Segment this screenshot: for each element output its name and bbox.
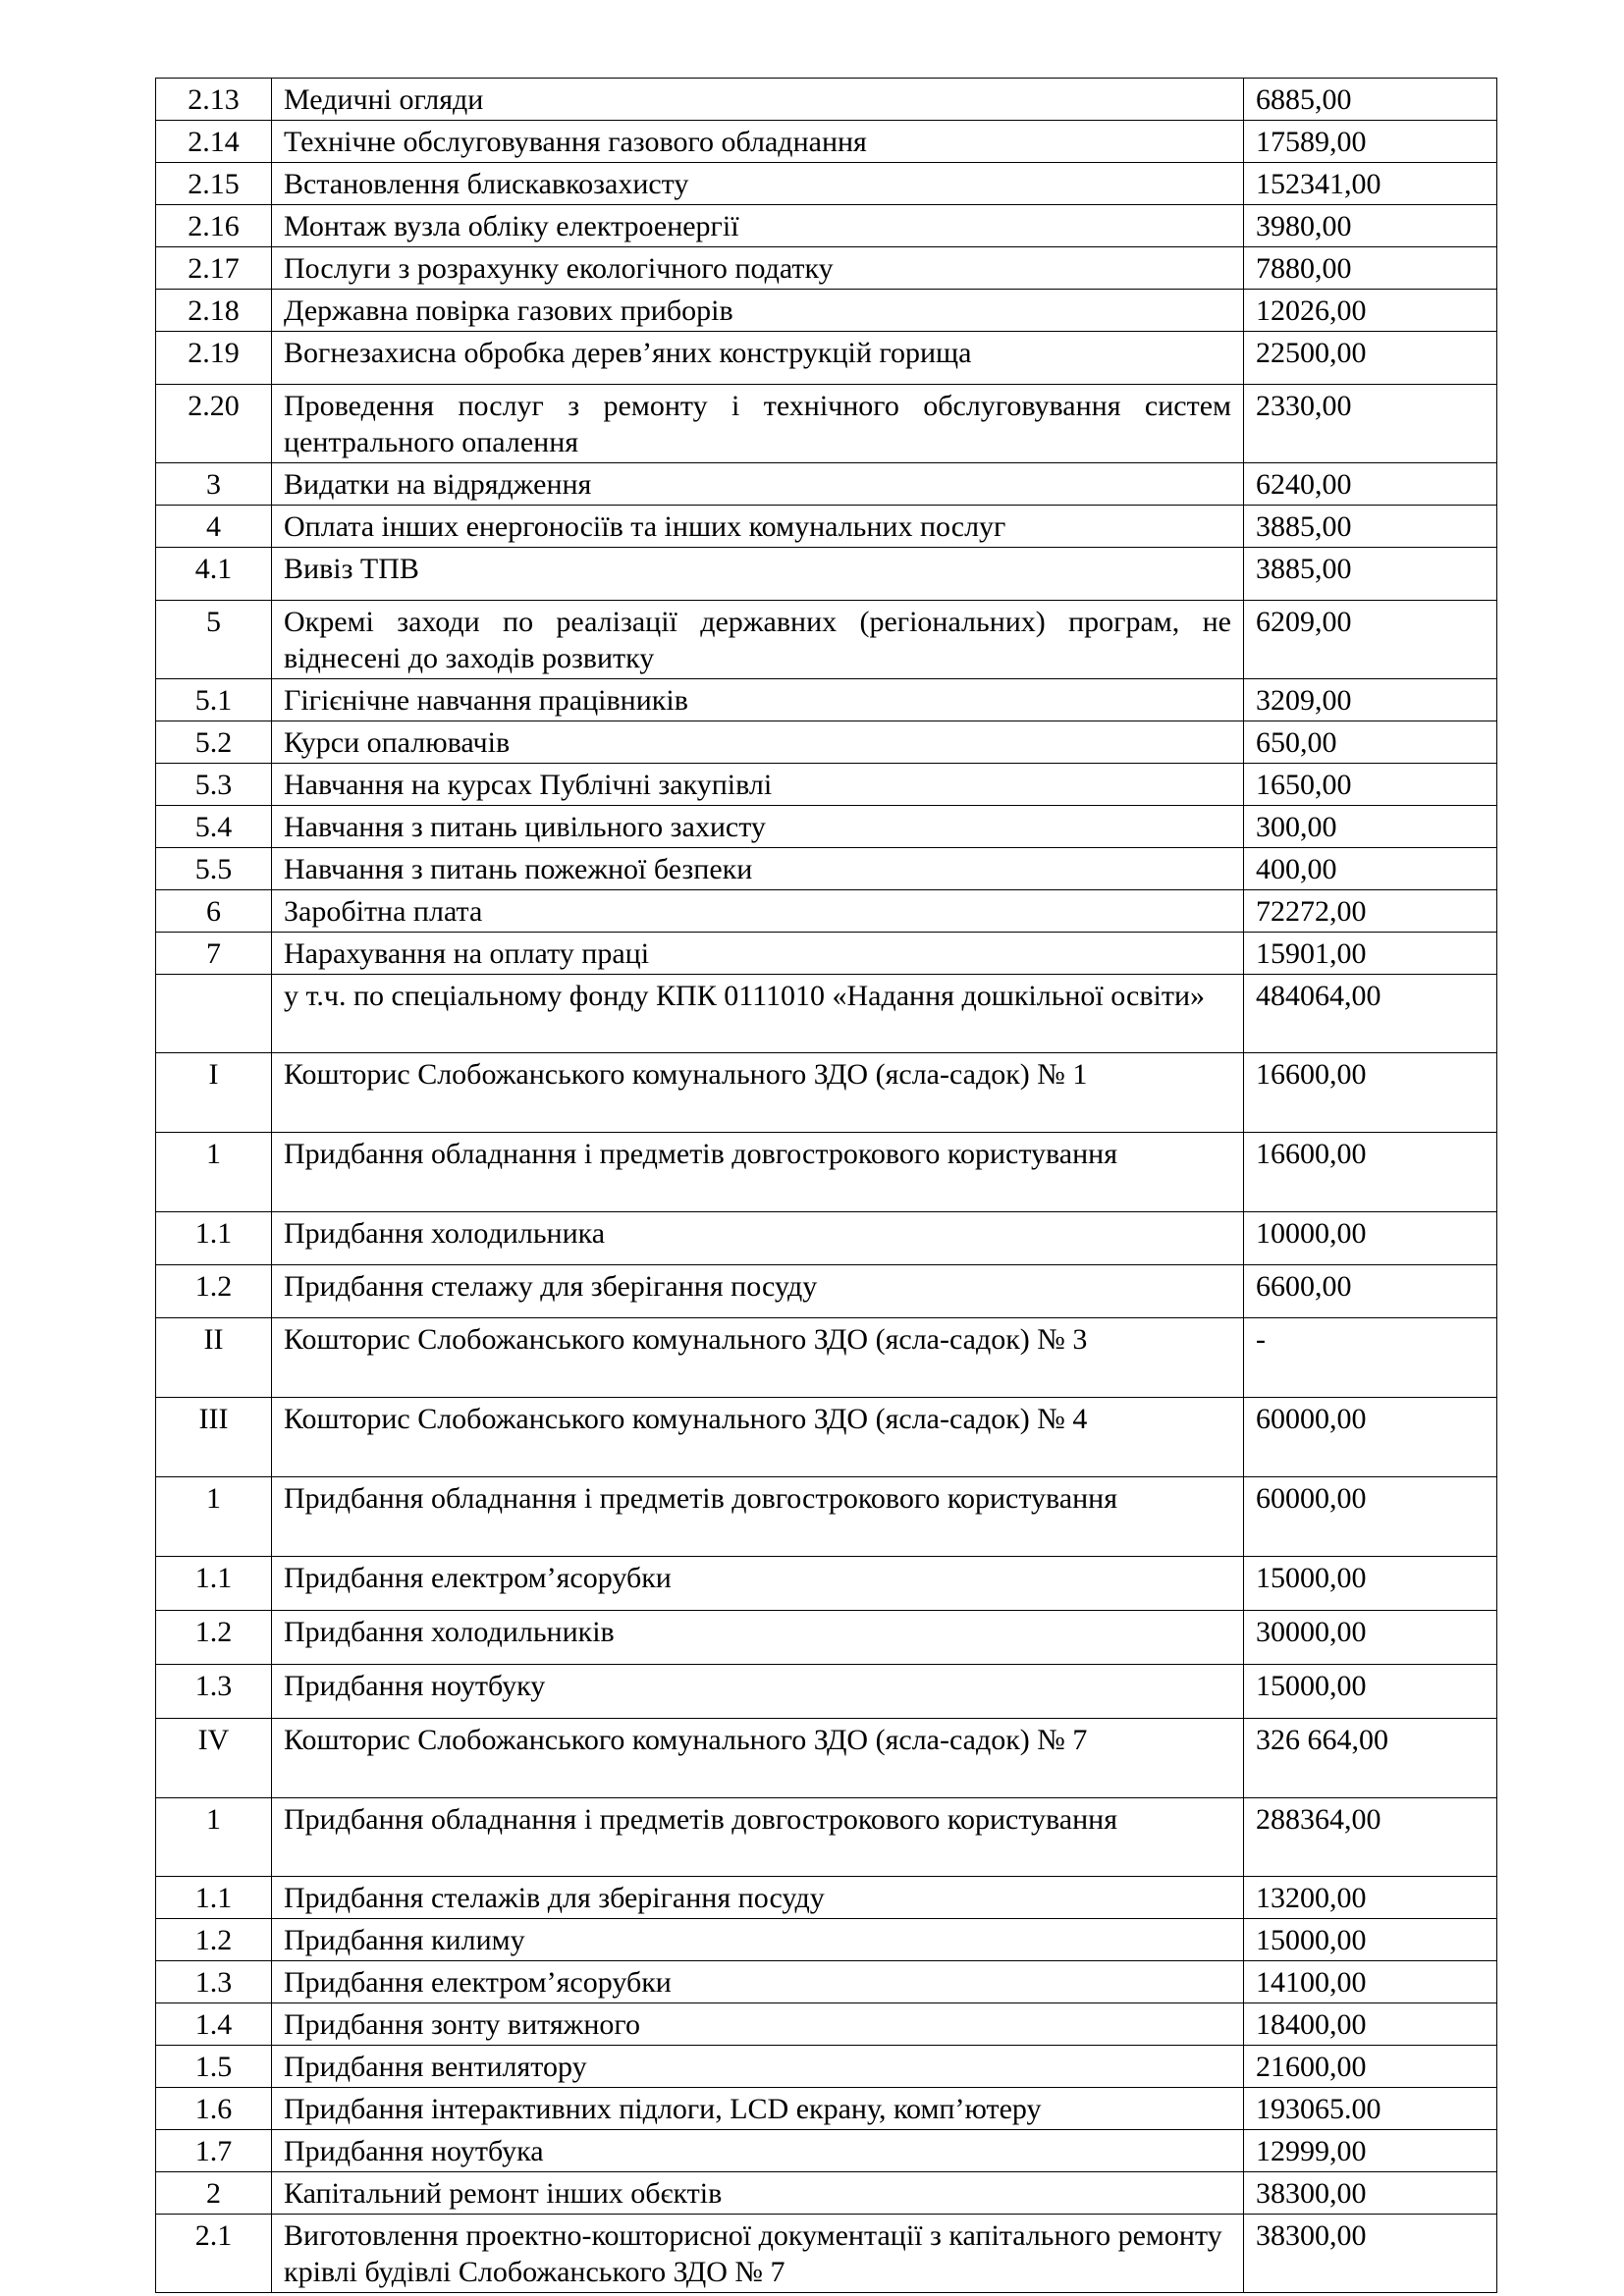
row-amount: 12999,00 xyxy=(1244,2130,1497,2172)
table-row xyxy=(156,1133,1497,1212)
row-description: Придбання обладнання і предметів довгострокового користування xyxy=(272,1477,1244,1557)
table-row xyxy=(156,506,1497,548)
row-amount: - xyxy=(1244,1318,1497,1398)
row-description: Навчання з питань пожежної безпеки xyxy=(272,848,1244,890)
row-amount: 72272,00 xyxy=(1244,890,1497,933)
row-amount: 22500,00 xyxy=(1244,332,1497,385)
table-row xyxy=(156,463,1497,506)
row-amount: 1650,00 xyxy=(1244,764,1497,806)
row-amount: 15901,00 xyxy=(1244,933,1497,975)
row-amount: 6240,00 xyxy=(1244,463,1497,506)
row-description: Виготовлення проектно-кошторисної документації з капітального ремонту крівлі будівлі Слобожанського ЗДО № 7 xyxy=(272,2215,1244,2293)
table-row xyxy=(156,1798,1497,1877)
row-description: Технічне обслуговування газового обладнання xyxy=(272,121,1244,163)
table-row xyxy=(156,1919,1497,1961)
table-row xyxy=(156,290,1497,332)
row-description: Проведення послуг з ремонту і технічного обслуговування систем центрального опалення xyxy=(272,385,1244,463)
row-amount: 15000,00 xyxy=(1244,1665,1497,1719)
row-amount: 13200,00 xyxy=(1244,1877,1497,1919)
table-row xyxy=(156,1212,1497,1265)
table-row xyxy=(156,848,1497,890)
table-row xyxy=(156,1398,1497,1477)
row-number: I xyxy=(156,1053,272,1133)
row-number: 2.14 xyxy=(156,121,272,163)
row-number: 7 xyxy=(156,933,272,975)
row-description: Вивіз ТПВ xyxy=(272,548,1244,601)
row-number: 1.2 xyxy=(156,1265,272,1318)
row-description: Придбання електром’ясорубки xyxy=(272,1557,1244,1611)
table-row xyxy=(156,1877,1497,1919)
row-description: Навчання на курсах Публічні закупівлі xyxy=(272,764,1244,806)
table-row xyxy=(156,679,1497,721)
row-number: 1.2 xyxy=(156,1611,272,1665)
row-amount: 10000,00 xyxy=(1244,1212,1497,1265)
row-description: Послуги з розрахунку екологічного податку xyxy=(272,247,1244,290)
row-description: Придбання стелажу для зберігання посуду xyxy=(272,1265,1244,1318)
table-row xyxy=(156,806,1497,848)
row-description: Видатки на відрядження xyxy=(272,463,1244,506)
row-number: 2.19 xyxy=(156,332,272,385)
row-amount: 484064,00 xyxy=(1244,975,1497,1053)
row-number: 1.1 xyxy=(156,1877,272,1919)
row-description: Заробітна плата xyxy=(272,890,1244,933)
table-row xyxy=(156,2130,1497,2172)
row-amount: 3980,00 xyxy=(1244,205,1497,247)
row-number: 1 xyxy=(156,1133,272,1212)
row-number: 2.20 xyxy=(156,385,272,463)
row-number: 2.13 xyxy=(156,79,272,121)
row-amount: 15000,00 xyxy=(1244,1919,1497,1961)
row-number: 5.2 xyxy=(156,721,272,764)
row-amount: 2330,00 xyxy=(1244,385,1497,463)
row-description: Придбання вентилятору xyxy=(272,2046,1244,2088)
row-number: 6 xyxy=(156,890,272,933)
table-row xyxy=(156,121,1497,163)
row-description: Вогнезахисна обробка дерев’яних конструкцій горища xyxy=(272,332,1244,385)
row-description: Придбання ноутбуку xyxy=(272,1665,1244,1719)
row-number: 5 xyxy=(156,601,272,679)
row-description: Курси опалювачів xyxy=(272,721,1244,764)
row-description: Придбання електром’ясорубки xyxy=(272,1961,1244,2003)
row-number: 4 xyxy=(156,506,272,548)
row-description: Придбання обладнання і предметів довгострокового користування xyxy=(272,1798,1244,1877)
row-number: 5.1 xyxy=(156,679,272,721)
table-row xyxy=(156,385,1497,463)
row-amount: 400,00 xyxy=(1244,848,1497,890)
row-number: 2.1 xyxy=(156,2215,272,2293)
row-description: Державна повірка газових приборів xyxy=(272,290,1244,332)
row-amount: 60000,00 xyxy=(1244,1398,1497,1477)
row-amount: 17589,00 xyxy=(1244,121,1497,163)
row-number: 3 xyxy=(156,463,272,506)
table-row xyxy=(156,1318,1497,1398)
row-amount: 3885,00 xyxy=(1244,506,1497,548)
row-description: Придбання інтерактивних підлоги, LCD екрану, комп’ютеру xyxy=(272,2088,1244,2130)
row-amount: 14100,00 xyxy=(1244,1961,1497,2003)
row-number: 2.17 xyxy=(156,247,272,290)
table-row xyxy=(156,2088,1497,2130)
row-number: 1 xyxy=(156,1798,272,1877)
row-number: 1.6 xyxy=(156,2088,272,2130)
row-number: 2.16 xyxy=(156,205,272,247)
row-number: 2.18 xyxy=(156,290,272,332)
row-description: Придбання обладнання і предметів довгострокового користування xyxy=(272,1133,1244,1212)
row-amount: 18400,00 xyxy=(1244,2003,1497,2046)
row-number: 1 xyxy=(156,1477,272,1557)
row-number: 2 xyxy=(156,2172,272,2215)
table-row xyxy=(156,2003,1497,2046)
table-row xyxy=(156,601,1497,679)
row-amount: 38300,00 xyxy=(1244,2172,1497,2215)
row-description: Гігієнічне навчання працівників xyxy=(272,679,1244,721)
row-amount: 3885,00 xyxy=(1244,548,1497,601)
row-number: 1.1 xyxy=(156,1557,272,1611)
row-amount: 193065.00 xyxy=(1244,2088,1497,2130)
row-amount: 326 664,00 xyxy=(1244,1719,1497,1798)
table-row xyxy=(156,2215,1497,2293)
table-row xyxy=(156,1477,1497,1557)
row-amount: 6209,00 xyxy=(1244,601,1497,679)
row-amount: 288364,00 xyxy=(1244,1798,1497,1877)
table-row xyxy=(156,764,1497,806)
table-row xyxy=(156,332,1497,385)
row-number: 1.3 xyxy=(156,1665,272,1719)
row-number: IV xyxy=(156,1719,272,1798)
row-amount: 16600,00 xyxy=(1244,1133,1497,1212)
row-amount: 60000,00 xyxy=(1244,1477,1497,1557)
row-description: Придбання холодильників xyxy=(272,1611,1244,1665)
row-number: 1.7 xyxy=(156,2130,272,2172)
row-description: Придбання стелажів для зберігання посуду xyxy=(272,1877,1244,1919)
row-amount: 15000,00 xyxy=(1244,1557,1497,1611)
table-row xyxy=(156,1719,1497,1798)
budget-table xyxy=(155,78,1497,2293)
table-row xyxy=(156,548,1497,601)
row-number: 5.5 xyxy=(156,848,272,890)
table-row xyxy=(156,2172,1497,2215)
row-number: III xyxy=(156,1398,272,1477)
row-number: 2.15 xyxy=(156,163,272,205)
row-description: Навчання з питань цивільного захисту xyxy=(272,806,1244,848)
row-amount: 3209,00 xyxy=(1244,679,1497,721)
row-description: Кошторис Слобожанського комунального ЗДО (ясла-садок) № 4 xyxy=(272,1398,1244,1477)
row-amount: 38300,00 xyxy=(1244,2215,1497,2293)
table-row xyxy=(156,1265,1497,1318)
row-description: Капітальний ремонт інших обєктів xyxy=(272,2172,1244,2215)
row-description: Придбання зонту витяжного xyxy=(272,2003,1244,2046)
table-row xyxy=(156,1665,1497,1719)
table-row xyxy=(156,2046,1497,2088)
table-row xyxy=(156,1053,1497,1133)
row-description: Кошторис Слобожанського комунального ЗДО (ясла-садок) № 3 xyxy=(272,1318,1244,1398)
row-description: Кошторис Слобожанського комунального ЗДО (ясла-садок) № 1 xyxy=(272,1053,1244,1133)
row-amount: 30000,00 xyxy=(1244,1611,1497,1665)
table-row xyxy=(156,1557,1497,1611)
row-number: 1.5 xyxy=(156,2046,272,2088)
row-number: 5.4 xyxy=(156,806,272,848)
row-description: Медичні огляди xyxy=(272,79,1244,121)
row-amount: 7880,00 xyxy=(1244,247,1497,290)
row-description: Монтаж вузла обліку електроенергії xyxy=(272,205,1244,247)
row-amount: 650,00 xyxy=(1244,721,1497,764)
row-amount: 12026,00 xyxy=(1244,290,1497,332)
table-row xyxy=(156,721,1497,764)
table-row xyxy=(156,205,1497,247)
row-number: 1.3 xyxy=(156,1961,272,2003)
row-amount: 21600,00 xyxy=(1244,2046,1497,2088)
row-description: Оплата інших енергоносіїв та інших комунальних послуг xyxy=(272,506,1244,548)
row-number: 1.2 xyxy=(156,1919,272,1961)
table-row xyxy=(156,933,1497,975)
table-row xyxy=(156,890,1497,933)
row-description: у т.ч. по спеціальному фонду КПК 0111010 «Надання дошкільної освіти» xyxy=(272,975,1244,1053)
table-row xyxy=(156,1611,1497,1665)
row-description: Придбання ноутбука xyxy=(272,2130,1244,2172)
row-description: Кошторис Слобожанського комунального ЗДО (ясла-садок) № 7 xyxy=(272,1719,1244,1798)
row-description: Окремі заходи по реалізації державних (регіональних) програм, не віднесені до заходів розвитку xyxy=(272,601,1244,679)
row-amount: 6885,00 xyxy=(1244,79,1497,121)
row-number: 1.4 xyxy=(156,2003,272,2046)
row-amount: 300,00 xyxy=(1244,806,1497,848)
row-description: Придбання килиму xyxy=(272,1919,1244,1961)
table-row xyxy=(156,975,1497,1053)
row-description: Встановлення блискавкозахисту xyxy=(272,163,1244,205)
row-number: 1.1 xyxy=(156,1212,272,1265)
table-row xyxy=(156,163,1497,205)
row-number: 5.3 xyxy=(156,764,272,806)
row-amount: 16600,00 xyxy=(1244,1053,1497,1133)
row-description: Придбання холодильника xyxy=(272,1212,1244,1265)
table-row xyxy=(156,79,1497,121)
table-row xyxy=(156,247,1497,290)
row-number: 4.1 xyxy=(156,548,272,601)
row-amount: 6600,00 xyxy=(1244,1265,1497,1318)
table-row xyxy=(156,1961,1497,2003)
row-amount: 152341,00 xyxy=(1244,163,1497,205)
row-number xyxy=(156,975,272,1053)
row-number: II xyxy=(156,1318,272,1398)
row-description: Нарахування на оплату праці xyxy=(272,933,1244,975)
